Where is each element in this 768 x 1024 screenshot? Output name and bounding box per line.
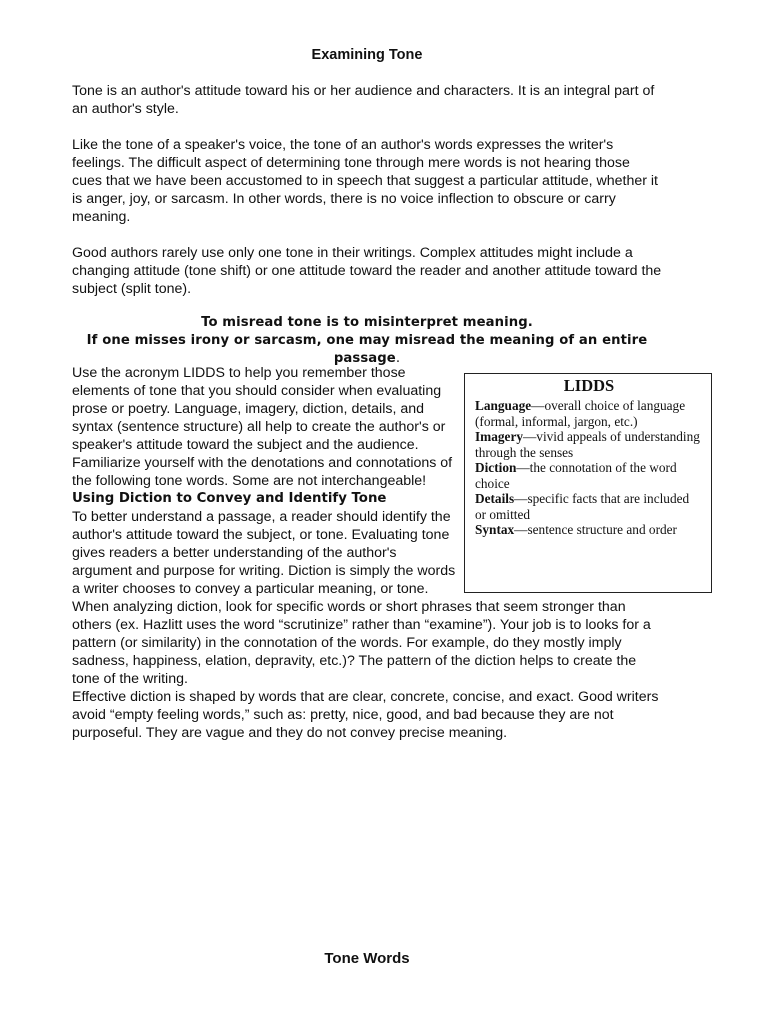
lidds-definition: —sentence structure and order <box>514 522 677 537</box>
callout-line-2-text: If one misses irony or sarcasm, one may misread the meaning of an entire passage <box>86 333 648 366</box>
speaker-voice-paragraph: Like the tone of a speaker's voice, the tone of an author's words expresses the writer's feelings. The difficult aspect of determining tone through mere words is not hearing those cues that we have been accustomed to in speech that suggest a particular attitude, whether it is anger, joy, or sarcasm. In other words, there is no voice inflection to obscure or carry meaning. <box>72 137 658 225</box>
effective-diction-paragraph: Effective diction is shaped by words that are clear, concrete, concise, and exact. Good writers avoid “empty feeling words,” such as: pretty, nice, good, and bad because they are not purposeful. They are vague and they do not convey precise meaning. <box>72 689 659 741</box>
callout-line-2-period: . <box>395 351 401 366</box>
complex-attitudes-paragraph: Good authors rarely use only one tone in their writings. Complex attitudes might include a changing attitude (tone shift) or one attitude toward the reader and another attitude toward the subject (split tone). <box>72 245 662 297</box>
lidds-term: Imagery <box>475 429 523 444</box>
lidds-title: LIDDS <box>563 376 615 395</box>
lidds-item-syntax <box>475 522 703 538</box>
lidds-item-diction <box>475 460 703 491</box>
tone-words-heading: Tone Words <box>324 950 410 967</box>
lidds-definition: —vivid appeals of understanding through the senses <box>475 429 700 460</box>
callout-quote <box>72 314 662 368</box>
lower-section <box>72 364 700 742</box>
page-title: Examining Tone <box>311 47 423 63</box>
lidds-term: Diction <box>475 460 517 475</box>
lidds-term: Language <box>475 398 532 413</box>
analyzing-diction-paragraph: When analyzing diction, look for specific words or short phrases that seem stronger than others (ex. Hazlitt uses the word “scrutinize” rather than “examine”). Your job is to looks for a pattern (or similarity) in the connotation of the words. For example, do they mostly imply sadness, happiness, elation, depravity, etc.)? The pattern of the diction helps to create the tone of the writing. <box>72 599 651 687</box>
intro-paragraph: Tone is an author's attitude toward his or her audience and characters. It is an integral part of an author's style. <box>72 83 655 117</box>
lidds-definition: —the connotation of the word choice <box>475 460 677 491</box>
callout-line-1: To misread tone is to misinterpret meaning. <box>201 315 533 330</box>
lidds-paragraph: Use the acronym LIDDS to help you remember those elements of tone that you should consider when evaluating prose or poetry. Language, imagery, diction, details, and syntax (sentence structure) all help to create the author's or speaker's attitude toward the subject and the audience. <box>72 365 446 453</box>
lidds-term: Details <box>475 491 515 506</box>
understand-passage-paragraph: To better understand a passage, a reader should identify the author's attitude toward the subject, or tone. Evaluating tone gives readers a better understanding of the author's argument and purpose for writing. Diction is simply the words a writer chooses to convey a particular meaning, or tone. <box>72 509 456 597</box>
lidds-term: Syntax <box>475 522 515 537</box>
lidds-definition: —overall choice of language (formal, informal, jargon, etc.) <box>475 398 686 429</box>
diction-subheading: Using Diction to Convey and Identify Tone <box>72 491 387 506</box>
lidds-item-language <box>475 398 703 429</box>
lidds-item-details <box>475 491 703 522</box>
callout-line-2 <box>72 332 662 368</box>
lidds-definition: —specific facts that are included or omitted <box>475 491 690 522</box>
familiarize-paragraph: Familiarize yourself with the denotations and connotations of the following tone words. Some are not interchangeable! <box>72 455 453 489</box>
lidds-item-imagery <box>475 429 703 460</box>
lidds-box <box>464 373 712 593</box>
